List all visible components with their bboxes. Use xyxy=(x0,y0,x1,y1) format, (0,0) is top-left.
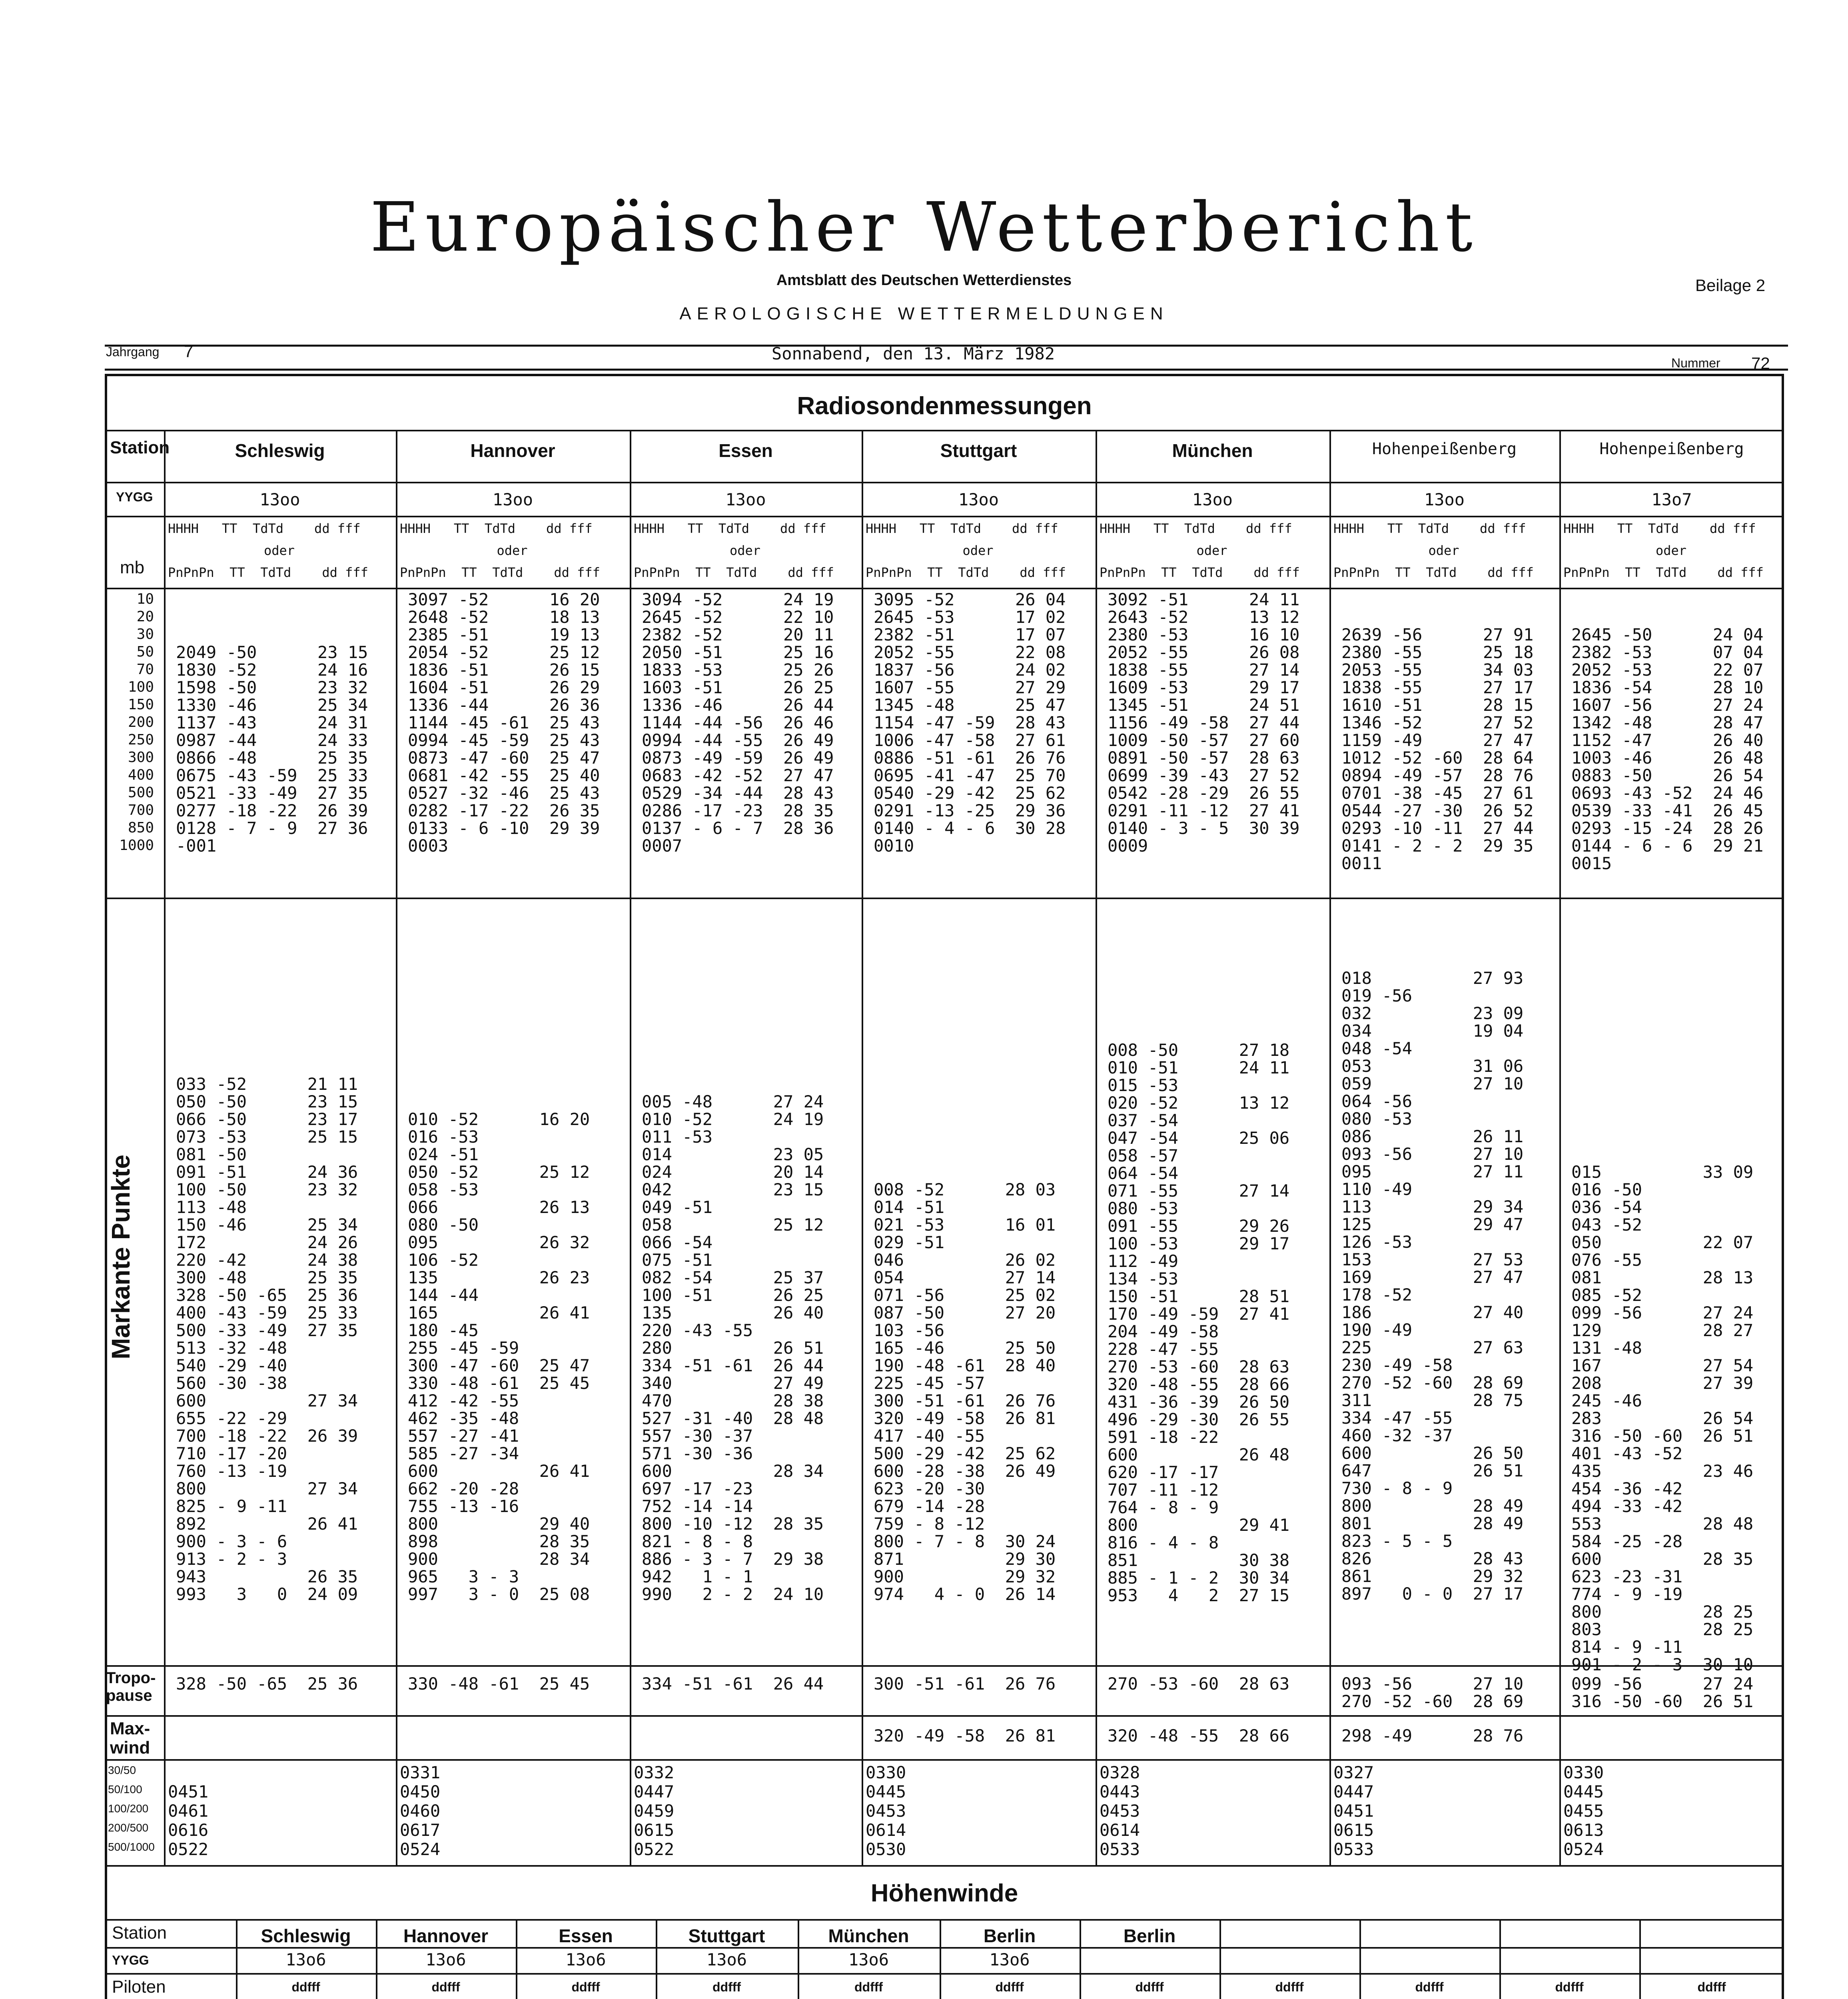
station-name: Hohenpeißenberg xyxy=(1599,440,1744,458)
station-yygg: 13o7 xyxy=(1651,490,1692,509)
level-mb: 200 xyxy=(128,714,154,730)
shear-layer-label: 500/1000 xyxy=(108,1841,155,1853)
maxwind-data: 298 -49 28 76 xyxy=(1341,1726,1524,1746)
column-head-pnpnpn: PnPnPn TT TdTd dd fff xyxy=(400,565,600,580)
level-mb: 850 xyxy=(128,820,154,836)
tropopause-data: 270 -53 -60 28 63 xyxy=(1108,1674,1290,1694)
header-rule-2 xyxy=(105,369,1788,371)
rule xyxy=(105,430,1784,431)
piloten-label: Piloten xyxy=(112,1977,166,1997)
tropopause-label: Tropo-pause xyxy=(106,1669,156,1704)
station-name: München xyxy=(1172,440,1253,461)
station-yygg: 13oo xyxy=(958,490,999,509)
piloten-ddfff: ddfff xyxy=(1697,1980,1726,1994)
column-head-pnpnpn: PnPnPn TT TdTd dd fff xyxy=(168,565,368,580)
wind-yygg: 13o6 xyxy=(565,1950,606,1969)
rule xyxy=(105,1759,1784,1761)
wind-station-name: Schleswig xyxy=(261,1925,351,1946)
station-yygg: 13oo xyxy=(725,490,766,509)
tropopause-data: 093 -56 27 10 270 -52 -60 28 69 xyxy=(1341,1674,1524,1711)
station-yygg: 13oo xyxy=(492,490,533,509)
piloten-ddfff: ddfff xyxy=(712,1980,741,1994)
wind-yygg-label: YYGG xyxy=(112,1953,149,1967)
level-mb: 700 xyxy=(128,802,154,818)
rule xyxy=(105,1919,1784,1921)
rule xyxy=(105,1947,1784,1949)
hoehenwinde-title: Höhenwinde xyxy=(870,1879,1018,1907)
maxwind-data: 320 -48 -55 28 66 xyxy=(1108,1726,1290,1746)
station-name: Schleswig xyxy=(235,440,325,461)
station-yygg: 13oo xyxy=(1424,490,1465,509)
column-divider xyxy=(396,430,397,1865)
shear-data: 0331 0450 0460 0617 0524 xyxy=(400,1763,441,1859)
shear-data: 0328 0443 0453 0614 0533 xyxy=(1100,1763,1140,1859)
wind-station-label: Station xyxy=(112,1923,167,1943)
shear-layer-label: 100/200 xyxy=(108,1802,149,1815)
wind-yygg: 13o6 xyxy=(848,1950,889,1969)
wind-yygg: 13o6 xyxy=(285,1950,326,1969)
piloten-ddfff: ddfff xyxy=(291,1980,320,1994)
column-divider xyxy=(164,430,166,1865)
markante-punkte-label: Markante Punkte xyxy=(106,1154,135,1359)
wind-yygg: 13o6 xyxy=(425,1950,466,1969)
markante-punkte-data: 033 -52 21 11 050 -50 23 15 066 -50 23 17 073 -53 25 15 081 -50 091 -51 24 36 100 -50 23 32 113 -48 150 -46 25 34 172 24 26 220 -42 24 38 300 -48 25 35 328 -50 -65 25 36 400 -43 -59 25 33 500 -33 -49 27 35 513 -32 -48 540 -29 -40 560 -30 -38 600 27 34 655 -22 -29 700 -18 -22 26 39 710 -17 -20 760 -13 -19 800 27 34 825 - 9 -11 892 26 41 900 - 3 - 6 913 - 2 - 3 943 26 35 993 3 0 24 09 xyxy=(176,1074,358,1604)
column-head-pnpnpn: PnPnPn TT TdTd dd fff xyxy=(634,565,834,580)
station-name: Hannover xyxy=(470,440,555,461)
subtitle: Amtsblatt des Deutschen Wetterdienstes xyxy=(776,272,1072,289)
standard-levels-data: 3095 -52 26 04 2645 -53 17 02 2382 -51 17 07 2052 -55 22 08 1837 -56 24 02 1607 -55 27 29 1345 -48 25 47 1154 -47 -59 28 43 1006 -47 -58 27 61 0886 -51 -61 26 76 0695 -41 -47 25 70 0540 -29 -42 25 62 0291 -13 -25 29 36 0140 - 4 - 6 30 28 0010 xyxy=(874,590,1066,856)
station-yygg: 13oo xyxy=(259,490,300,509)
level-mb: 400 xyxy=(128,767,154,783)
tropopause-data: 300 -51 -61 26 76 xyxy=(874,1674,1056,1694)
rule xyxy=(105,588,1784,589)
level-mb: 300 xyxy=(128,749,154,766)
standard-levels-data: 2639 -56 27 91 2380 -55 25 18 2053 -55 34 03 1838 -55 27 17 1610 -51 28 15 1346 -52 27 52 1159 -49 27 47 1012 -52 -60 28 64 0894 -49 -57 28 76 0701 -38 -45 27 61 0544 -27 -30 26 52 0293 -10 -11 27 44 0141 - 2 - 2 29 35 0011 xyxy=(1341,625,1534,873)
column-head-oder: oder xyxy=(962,543,994,558)
tropopause-data: 099 -56 27 24 316 -50 -60 26 51 xyxy=(1571,1674,1754,1711)
rule xyxy=(105,1665,1784,1667)
column-head-oder: oder xyxy=(730,543,761,558)
column-head-pnpnpn: PnPnPn TT TdTd dd fff xyxy=(1333,565,1534,580)
column-head-oder: oder xyxy=(1428,543,1459,558)
column-head-hhhh: HHHH TT TdTd dd fff xyxy=(1333,521,1526,536)
level-mb: 100 xyxy=(128,679,154,695)
column-divider xyxy=(1559,430,1561,1865)
standard-levels-data: 2049 -50 23 15 1830 -52 24 16 1598 -50 23 32 1330 -46 25 34 1137 -43 24 31 0987 -44 24 33 0866 -48 25 35 0675 -43 -59 25 33 0521 -33 -49 27 35 0277 -18 -22 26 39 0128 - 7 - 9 27 36 -001 xyxy=(176,642,368,856)
nummer-value: 72 xyxy=(1751,354,1770,373)
standard-levels-data: 3092 -51 24 11 2643 -52 13 12 2380 -53 16 10 2052 -55 26 08 1838 -55 27 14 1609 -53 29 17 1345 -51 24 51 1156 -49 -58 27 44 1009 -50 -57 27 60 0891 -50 -57 28 63 0699 -39 -43 27 52 0542 -28 -29 26 55 0291 -11 -12 27 41 0140 - 3 - 5 30 39 0009 xyxy=(1108,590,1300,856)
markante-punkte-data: 015 33 09 016 -50 036 -54 043 -52 050 22 07 076 -55 081 28 13 085 -52 099 -56 27 24 129 28 27 131 -48 167 27 54 208 27 39 245 -46 283 26 54 316 -50 -60 26 51 401 -43 -52 435 23 46 454 -36 -42 494 -33 -42 553 28 48 584 -25 -28 600 28 35 623 -23 -31 774 - 9 -19 800 28 25 803 28 25 814 - 9 -11 901 - 2 - 3 30 10 xyxy=(1571,1162,1754,1674)
station-name: Hohenpeißenberg xyxy=(1372,440,1517,458)
wind-station-name: Berlin xyxy=(983,1925,1036,1946)
column-head-hhhh: HHHH TT TdTd dd fff xyxy=(1100,521,1292,536)
piloten-ddfff: ddfff xyxy=(571,1980,600,1994)
shear-data: 0451 0461 0616 0522 xyxy=(168,1782,209,1859)
level-mb: 20 xyxy=(136,608,154,625)
beilage-label: Beilage 2 xyxy=(1695,276,1766,295)
markante-punkte-data: 010 -52 16 20 016 -53 024 -51 050 -52 25 12 058 -53 066 26 13 080 -50 095 26 32 106 -52 135 26 23 144 -44 165 26 41 180 -45 255 -45 -59 300 -47 -60 25 47 330 -48 -61 25 45 412 -42 -55 462 -35 -48 557 -27 -41 585 -27 -34 600 26 41 662 -20 -28 755 -13 -16 800 29 40 898 28 35 900 28 34 965 3 - 3 997 3 - 0 25 08 xyxy=(408,1109,590,1604)
standard-levels-data: 3094 -52 24 19 2645 -52 22 10 2382 -52 20 11 2050 -51 25 16 1833 -53 25 26 1603 -51 26 25 1336 -46 26 44 1144 -44 -56 26 46 0994 -44 -55 26 49 0873 -49 -59 26 49 0683 -42 -52 27 47 0529 -34 -44 28 43 0286 -17 -23 28 35 0137 - 6 - 7 28 36 0007 xyxy=(642,590,834,856)
piloten-ddfff: ddfff xyxy=(431,1980,460,1994)
piloten-ddfff: ddfff xyxy=(1555,1980,1584,1994)
station-name: Essen xyxy=(718,440,773,461)
standard-levels-data: 3097 -52 16 20 2648 -52 18 13 2385 -51 19 13 2054 -52 25 12 1836 -51 26 15 1604 -51 26 29 1336 -44 26 36 1144 -45 -61 25 43 0994 -45 -59 25 43 0873 -47 -60 25 47 0681 -42 -55 25 40 0527 -32 -46 25 43 0282 -17 -22 26 35 0133 - 6 -10 29 39 0003 xyxy=(408,590,600,856)
wind-station-name: Stuttgart xyxy=(688,1925,765,1946)
column-divider xyxy=(1096,430,1097,1865)
column-head-oder: oder xyxy=(1656,543,1687,558)
shear-data: 0332 0447 0459 0615 0522 xyxy=(634,1763,675,1859)
jahrgang-value: 7 xyxy=(184,342,194,361)
rule xyxy=(105,1973,1784,1975)
issue-date: Sonnabend, den 13. März 1982 xyxy=(772,344,1055,363)
level-mb: 70 xyxy=(136,661,154,678)
shear-layer-label: 50/100 xyxy=(108,1783,142,1796)
page-title: Europäischer Wetterbericht xyxy=(370,188,1478,267)
column-head-hhhh: HHHH TT TdTd dd fff xyxy=(1563,521,1756,536)
column-head-hhhh: HHHH TT TdTd dd fff xyxy=(866,521,1058,536)
markante-punkte-data: 008 -52 28 03 014 -51 021 -53 16 01 029 -51 046 26 02 054 27 14 071 -56 25 02 087 -50 27 20 103 -56 165 -46 25 50 190 -48 -61 28 40 225 -45 -57 300 -51 -61 26 76 320 -49 -58 26 81 417 -40 -55 500 -29 -42 25 62 600 -28 -38 26 49 623 -20 -30 679 -14 -28 759 - 8 -12 800 - 7 - 8 30 24 871 29 30 900 29 32 974 4 - 0 26 14 xyxy=(874,1180,1056,1604)
tropopause-data: 330 -48 -61 25 45 xyxy=(408,1674,590,1694)
shear-layer-label: 30/50 xyxy=(108,1764,136,1776)
level-mb: 10 xyxy=(136,591,154,607)
piloten-ddfff: ddfff xyxy=(854,1980,883,1994)
standard-levels-data: 2645 -50 24 04 2382 -53 07 04 2052 -53 22 07 1836 -54 28 10 1607 -56 27 24 1342 -48 28 47 1152 -47 26 40 1003 -46 26 48 0883 -50 26 54 0693 -43 -52 24 46 0539 -33 -41 26 45 0293 -15 -24 28 26 0144 - 6 - 6 29 21 0015 xyxy=(1571,625,1764,873)
shear-data: 0330 0445 0455 0613 0524 xyxy=(1563,1763,1604,1859)
wind-station-name: Hannover xyxy=(403,1925,489,1946)
station-name: Stuttgart xyxy=(940,440,1017,461)
column-head-oder: oder xyxy=(1196,543,1227,558)
column-head-hhhh: HHHH TT TdTd dd fff xyxy=(634,521,826,536)
level-mb: 150 xyxy=(128,696,154,713)
level-mb: 500 xyxy=(128,784,154,801)
mb-label: mb xyxy=(120,558,145,577)
markante-punkte-data: 008 -50 27 18 010 -51 24 11 015 -53 020 -52 13 12 037 -54 047 -54 25 06 058 -57 064 -54 071 -55 27 14 080 -53 091 -55 29 26 100 -53 29 17 112 -49 134 -53 150 -51 28 51 170 -49 -59 27 41 204 -49 -58 228 -47 -55 270 -53 -60 28 63 320 -48 -55 28 66 431 -36 -39 26 50 496 -29 -30 26 55 591 -18 -22 600 26 48 620 -17 -17 707 -11 -12 764 - 8 - 9 800 29 41 816 - 4 - 8 851 30 38 885 - 1 - 2 30 34 953 4 2 27 15 xyxy=(1108,1040,1290,1605)
station-label: Station xyxy=(110,438,170,457)
column-head-oder: oder xyxy=(497,543,528,558)
section-title: AEROLOGISCHE WETTERMELDUNGEN xyxy=(679,304,1169,323)
station-yygg: 13oo xyxy=(1192,490,1233,509)
column-head-hhhh: HHHH TT TdTd dd fff xyxy=(168,521,361,536)
piloten-ddfff: ddfff xyxy=(1135,1980,1164,1994)
wind-station-name: Essen xyxy=(559,1925,613,1946)
radiosonden-title: Radiosondenmessungen xyxy=(797,392,1092,420)
column-divider xyxy=(630,430,631,1865)
column-head-pnpnpn: PnPnPn TT TdTd dd fff xyxy=(1563,565,1764,580)
level-mb: 1000 xyxy=(119,837,154,854)
rule xyxy=(105,898,1784,899)
maxwind-data: 320 -49 -58 26 81 xyxy=(874,1726,1056,1746)
column-head-oder: oder xyxy=(264,543,295,558)
shear-layer-label: 200/500 xyxy=(108,1821,149,1834)
column-head-pnpnpn: PnPnPn TT TdTd dd fff xyxy=(866,565,1066,580)
maxwind-label: Max-wind xyxy=(110,1719,150,1758)
tropopause-data: 334 -51 -61 26 44 xyxy=(642,1674,824,1694)
piloten-ddfff: ddfff xyxy=(1275,1980,1304,1994)
column-divider xyxy=(862,430,863,1865)
column-head-hhhh: HHHH TT TdTd dd fff xyxy=(400,521,593,536)
rule xyxy=(105,1865,1784,1867)
column-divider xyxy=(1329,430,1331,1865)
markante-punkte-data: 005 -48 27 24 010 -52 24 19 011 -53 014 23 05 024 20 14 042 23 15 049 -51 058 25 12 066 -54 075 -51 082 -54 25 37 100 -51 26 25 135 26 40 220 -43 -55 280 26 51 334 -51 -61 26 44 340 27 49 470 28 38 527 -31 -40 28 48 557 -30 -37 571 -30 -36 600 28 34 697 -17 -23 752 -14 -14 800 -10 -12 28 35 821 - 8 - 8 886 - 3 - 7 29 38 942 1 - 1 990 2 - 2 24 10 xyxy=(642,1092,824,1604)
jahrgang-label: Jahrgang xyxy=(106,345,160,359)
wind-yygg: 13o6 xyxy=(706,1950,747,1969)
rule xyxy=(105,482,1784,483)
nummer-label: Nummer xyxy=(1671,356,1720,370)
shear-data: 0330 0445 0453 0614 0530 xyxy=(866,1763,906,1859)
column-head-pnpnpn: PnPnPn TT TdTd dd fff xyxy=(1100,565,1300,580)
wind-yygg: 13o6 xyxy=(989,1950,1030,1969)
piloten-ddfff: ddfff xyxy=(1415,1980,1444,1994)
shear-data: 0327 0447 0451 0615 0533 xyxy=(1333,1763,1374,1859)
wind-station-name: Berlin xyxy=(1123,1925,1176,1946)
tropopause-data: 328 -50 -65 25 36 xyxy=(176,1674,358,1694)
rule xyxy=(105,1715,1784,1717)
yygg-label: YYGG xyxy=(116,490,153,504)
markante-punkte-data: 018 27 93 019 -56 032 23 09 034 19 04 048 -54 053 31 06 059 27 10 064 -56 080 -53 086 26 11 093 -56 27 10 095 27 11 110 -49 113 29 34 125 29 47 126 -53 153 27 53 169 27 47 178 -52 186 27 40 190 -49 225 27 63 230 -49 -58 270 -52 -60 28 69 311 28 75 334 -47 -55 460 -32 -37 600 26 50 647 26 51 730 - 8 - 9 800 28 49 801 28 49 823 - 5 - 5 826 28 43 861 29 32 897 0 - 0 27 17 xyxy=(1341,968,1524,1604)
rule xyxy=(105,516,1784,517)
piloten-ddfff: ddfff xyxy=(995,1980,1024,1994)
level-mb: 250 xyxy=(128,732,154,748)
wind-station-name: München xyxy=(828,1925,909,1946)
level-mb: 30 xyxy=(136,626,154,642)
level-mb: 50 xyxy=(136,644,154,660)
